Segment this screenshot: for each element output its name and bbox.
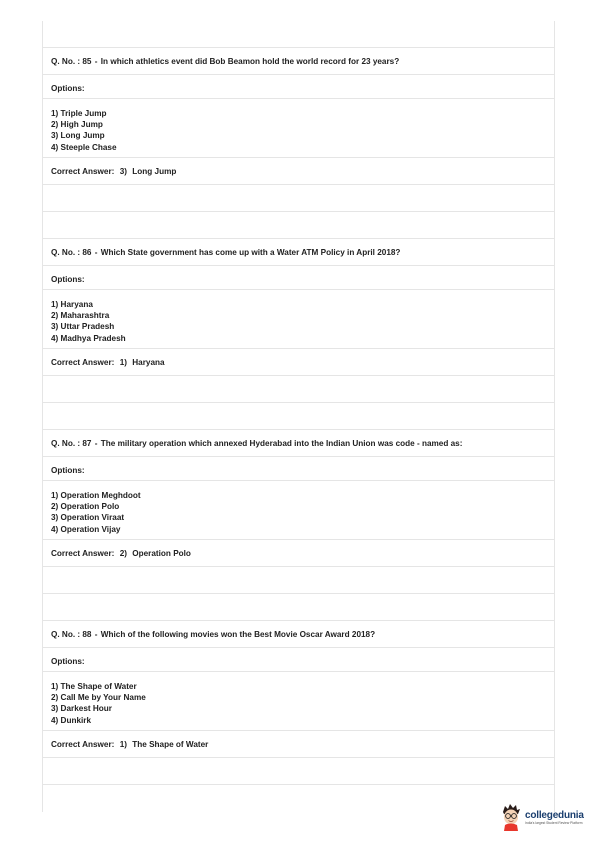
question-row-86: Q. No. : 86 - Which State government has come up with a Water ATM Policy in April 2018? [43,239,554,266]
option-item: 2) Operation Polo [51,502,120,512]
options-list [43,481,554,540]
blank-row [43,212,554,239]
blank-row [43,758,554,785]
answer-label: Correct Answer: [51,549,115,558]
answer-text: Long Jump [132,167,177,176]
question-text: In which athletics event did Bob Beamon hold the world record for 23 years? [100,57,400,66]
option-item: 1) Triple Jump [51,109,107,118]
option-item: 4) Madhya Pradesh [51,333,126,343]
blank-row [43,376,554,403]
options-heading: Options: [43,648,554,672]
option-item: 2) High Jump [51,120,103,130]
collegedunia-logo [500,800,595,834]
answer-text: Haryana [132,358,165,367]
brand-tagline: India's largest Student Review Platform [525,820,583,825]
answer-number: 1) [119,740,127,749]
answer-label: Correct Answer: [51,358,115,367]
question-text: Which State government has come up with a Water ATM Policy in April 2018? [100,248,401,257]
brand-name: collegedunia [525,809,584,821]
blank-row [43,594,554,621]
option-item: 2) Maharashtra [51,311,110,321]
blank-row [43,785,554,812]
student-mascot-icon [500,803,522,831]
option-item: 3) Operation Viraat [51,513,125,523]
options-heading: Options: [43,457,554,481]
option-item: 4) Steeple Chase [51,142,117,152]
answer-number: 3) [119,167,127,176]
answer-text: Operation Polo [132,549,191,558]
option-item: 3) Darkest Hour [51,704,112,714]
answer-label: Correct Answer: [51,740,115,749]
option-item: 3) Uttar Pradesh [51,322,115,332]
option-item: 4) Operation Vijay [51,524,121,534]
brand-text [525,810,584,825]
blank-row [43,185,554,212]
options-list [43,290,554,349]
top-spacer [43,21,554,48]
options-list [43,672,554,731]
options-heading: Options: [43,266,554,290]
option-item: 4) Dunkirk [51,715,92,725]
question-row-88: Q. No. : 88 - Which of the following movies won the Best Movie Oscar Award 2018? [43,621,554,648]
options-heading: Options: [43,75,554,99]
answer-text: The Shape of Water [132,740,209,749]
answer-number: 2) [119,549,127,558]
question-text: The military operation which annexed Hyderabad into the Indian Union was code - named as: [100,439,463,448]
option-item: 2) Call Me by Your Name [51,693,146,703]
correct-answer-row [43,349,554,376]
question-number: Q. No. : 87 [51,439,92,448]
correct-answer-row [43,540,554,567]
question-number: Q. No. : 85 [51,57,92,66]
correct-answer-row [43,158,554,185]
question-row-87: Q. No. : 87 - The military operation which annexed Hyderabad into the Indian Union was code - named as: [43,430,554,457]
option-item: 1) The Shape of Water [51,682,137,691]
option-item: 1) Haryana [51,300,93,309]
blank-row [43,567,554,594]
question-text: Which of the following movies won the Best Movie Oscar Award 2018? [100,630,376,639]
question-number: Q. No. : 86 [51,248,92,257]
question-row-85: Q. No. : 85 - In which athletics event did Bob Beamon hold the world record for 23 years? [43,48,554,75]
question-sheet [42,21,555,812]
answer-label: Correct Answer: [51,167,115,176]
correct-answer-row [43,731,554,758]
blank-row [43,403,554,430]
options-list [43,99,554,158]
question-number: Q. No. : 88 [51,630,92,639]
option-item: 3) Long Jump [51,131,105,141]
option-item: 1) Operation Meghdoot [51,491,141,500]
answer-number: 1) [119,358,127,367]
